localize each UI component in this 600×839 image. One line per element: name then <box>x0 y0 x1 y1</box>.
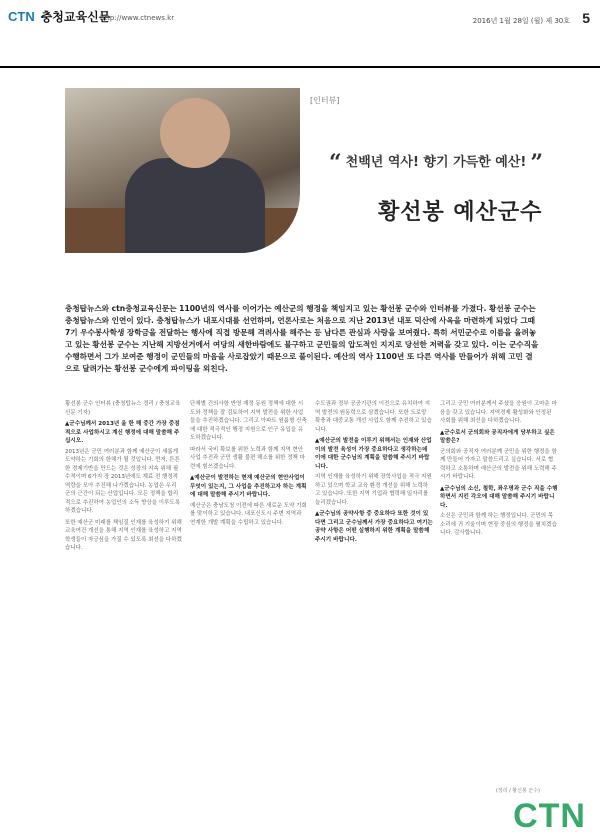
footer-logo: CTN <box>513 797 586 835</box>
interview-photo <box>65 88 300 253</box>
page-number: 5 <box>582 10 590 26</box>
page-header <box>0 0 600 68</box>
interview-question: ▲군수님께서 2013년 올 한 해 중간 가장 중점적으로 사업하시고 계신 행정에 대해 말씀해 주십시오. <box>65 421 180 444</box>
article-column <box>440 400 558 541</box>
interview-answer: 단체별 건의사항 반영 재정 동원 정책에 대한 시도와 정책을 잘 검토하여 지역 발전을 위한 사업들을 추진하겠습니다. 그리고 아파트 원룸형 신축에 대한 적극적인 행정 지원으로 인구 유입을 유도하겠습니다. <box>190 401 307 441</box>
photo-person-head <box>160 98 230 168</box>
article-column <box>315 400 433 546</box>
headline-title: 황선봉 예산군수 <box>378 200 543 225</box>
headline-quote <box>325 150 547 176</box>
interview-answer: 또한 예산군 미래를 책임질 인재를 육성하기 위해 교육여건 개선을 통해 지역 인재를 육성하고 지역 학생들이 자긍심을 가질 수 있도록 최선을 다하겠습니다. <box>65 519 182 551</box>
section-tag: [인터뷰] <box>310 96 340 105</box>
masthead-logo[interactable] <box>8 8 110 25</box>
interview-answer: 2013년은 군민 여러분과 함께 예산군이 새롭게 도약하는 기회의 한해가 될 것입니다. 먼저, 튼튼한 경제기반을 만드는 것은 성장의 지속 위해 필수적이며 6가지 장 2013년에도 재료 전 행정적 역량을 모아 추진해 나가겠습니다. 농업은 우리 군의 근간이 되는 산업입니다. 모든 정책을 합리적으로 추진하여 농업인의 소득 향상을 이루도록 하겠습니다. <box>65 448 181 514</box>
article-column <box>65 400 183 556</box>
interview-answer: 소신은 군민과 함께 하는 행정입니다. 군민의 목소리에 귀 기울이며 현장 중심의 행정을 펼치겠습니다. 감사합니다. <box>440 513 557 536</box>
issue-date: 2016년 1월 28일 (월) 제 30호 <box>472 17 570 25</box>
interview-answer: 군의회와 공직자 여러분께 군민을 위한 행정을 함께 만들어 가자고 말씀드리고 싶습니다. 서로 협력하고 소통하며 예산군의 발전을 위해 노력해 주시기 바랍니다. <box>440 448 557 480</box>
lead-paragraph: 충청탑뉴스와 ctn충청교육신문는 1100년의 역사를 이어가는 예산군의 행정을 책임지고 있는 황선봉 군수와 인터뷰를 가졌다. 황선봉 군수는 충청탑뉴스와 인연이 있다. 충청탑뉴스가 내포시대를 선언하며, 언론사로는 처음으로 지난 2013년 내포 덕산에 사옥을 마련하게 되었다 그때 7기 우수봉사학생 장학금을 전달하는 행사에 직접 방문해 격려사를 해주는 등 남다른 관심과 사랑을 보여줬다. 특히 서민군수로 이름을 올려놓고 있는 황선봉 군수는 지난해 지방선거에서 여당의 새한바람에도 불구하고 군민들의 압도적인 지지로 당선한 저력을 갖고 있다. 이는 군수직을 수행하면서 그가 보여준 행정이 군민들의 마음을 사로잡았기 때문으로 풀이된다. 예산의 역사 1100년 또 다른 역사를 만들어가 위해 고민 결으로 달려가는 황선봉 군수에게 파이팅을 외친다. <box>65 304 539 373</box>
quote-text: 천백년 역사! 향기 가득한 예산! <box>345 155 527 170</box>
photo-person-body <box>125 158 265 253</box>
interview-question: ▲군수님의 소신, 철학, 좌우명과 군수 직을 수행하면서 지킨 각오에 대해 말씀해 주시기 바랍니다. <box>440 485 558 509</box>
interview-answer: 황선봉 군수 인터뷰 (충청탑뉴스 정리 / 충청교육신문 기자) <box>65 401 181 416</box>
ctn-logo: CTN <box>8 9 35 24</box>
interview-answer: 지역 인재를 육성하기 위해 장학사업을 적극 지원하고 있으며 학교 교육 환경 개선을 위해 노력하고 있습니다. 또한 지역 기업과 협력해 일자리를 늘리겠습니다. <box>315 474 432 506</box>
open-quote-icon: “ <box>329 150 342 176</box>
close-quote-icon: ” <box>530 150 543 176</box>
article-credit: (정리 / 황신봉 군수) <box>495 788 540 794</box>
interview-question: ▲군수로서 군의회와 공직자에게 당부하고 싶은 말씀은? <box>440 429 555 444</box>
interview-answer: 따라서 국비 확보를 위한 노력과 함께 지역 현안 사업 추진과 군민 생활 불편 해소를 위한 정책 마련에 힘쓰겠습니다. <box>190 446 305 470</box>
interview-answer: 수도권과 정부 공공기관의 이전으로 유치하여 지역 발전의 원동력으로 삼겠습니다. 또한 도로망 확충과 대중교통 개선 사업도 함께 추진하고 있습니다. <box>315 401 432 433</box>
website-url[interactable]: http://www.ctnews.kr <box>100 14 175 22</box>
article-column <box>190 400 308 530</box>
paper-name: 충청교육신문 <box>40 10 111 24</box>
interview-question: ▲예산군의 발전을 이루기 위해서는 인재와 산업이의 발전 육성이 가장 중요하다고 생각하는데 이에 대한 군수님의 계획을 말씀해 주시기 바랍니다. <box>315 438 432 470</box>
interview-question: ▲군수님의 공약사항 중 중요하다 또한 것이 있다면 그리고 군수님께서 가장 중요하다고 여기는 공약 사항은 어떤 실행하지 위한 계획을 말씀해주시기 바랍니다. <box>315 511 433 543</box>
interview-answer: 예산군은 충남도청 이전에 따른 새로운 도약 기회를 맞이하고 있습니다. 내포신도시 주변 지역과 연계한 개발 계획을 수립하고 있습니다. <box>190 502 307 526</box>
interview-question: ▲예산군이 발전하는 현재 예산군의 현안사업이 무엇이 있는지, 그 사업을 추진하고자 하는 계획에 대해 말씀해 주시기 바랍니다. <box>190 475 307 498</box>
interview-answer: 그리고 군민 여러분께서 주셨을 응원이 고마운 마음을 갖고 있습니다. 지역경제 활성화와 안정된 사회를 위해 최선을 다하겠습니다. <box>440 401 557 424</box>
